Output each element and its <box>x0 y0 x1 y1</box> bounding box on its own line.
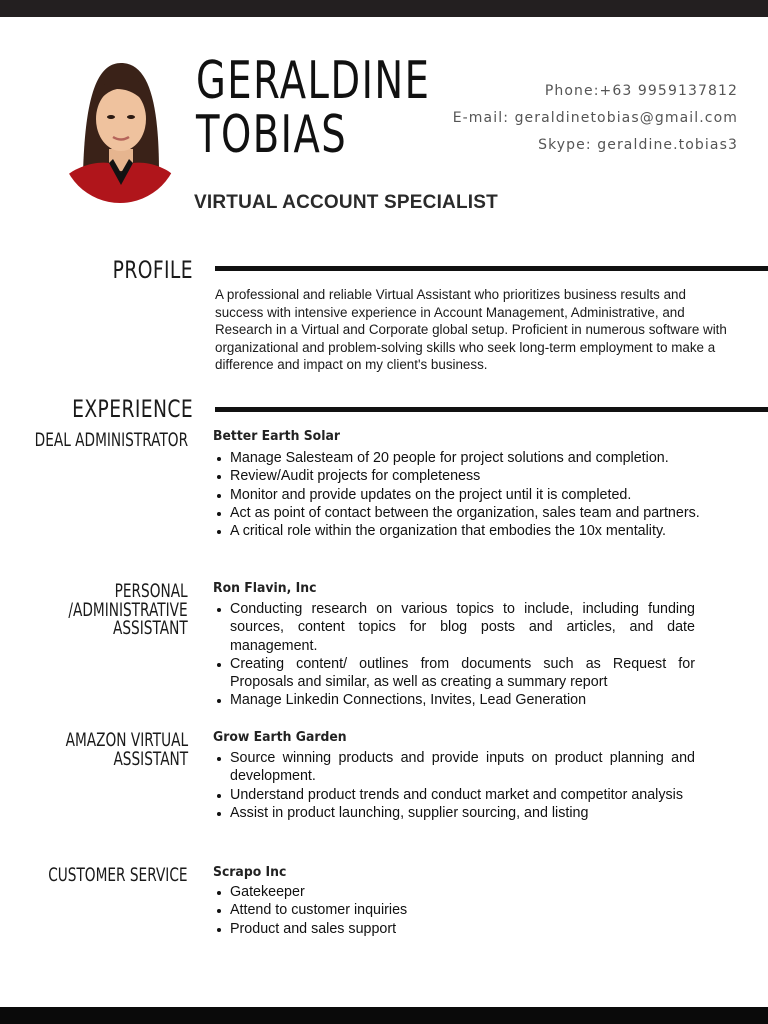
duty-item: Review/Audit projects for completeness <box>230 467 717 485</box>
job-role-line: /ADMINISTRATIVE <box>68 598 188 621</box>
email-text: E-mail: geraldinetobias@gmail.com <box>452 110 738 126</box>
profile-divider <box>215 266 768 271</box>
job-role-line: ASSISTANT <box>113 747 188 770</box>
top-bar <box>0 0 768 17</box>
job-role-line: CUSTOMER SERVICE <box>48 864 188 886</box>
job-role <box>49 866 188 885</box>
duty-item: Understand product trends and conduct market and competitor analysis <box>230 786 695 804</box>
duty-item: Assist in product launching, supplier sourcing, and listing <box>230 804 695 822</box>
profile-photo <box>61 63 179 203</box>
portrait-image <box>61 63 179 203</box>
job-title: VIRTUAL ACCOUNT SPECIALIST <box>194 192 498 213</box>
duty-item: Manage Linkedin Connections, Invites, Lead Generation <box>230 691 695 709</box>
job-role-line: DEAL ADMINISTRATOR <box>34 429 188 451</box>
experience-divider <box>215 407 768 412</box>
profile-heading: PROFILE <box>112 256 193 284</box>
duty-item: Conducting research on various topics to include, including funding sources, content topics for blog posts and articles, and date management. <box>230 601 695 654</box>
duty-item: Product and sales support <box>230 920 695 938</box>
contact-info <box>453 78 738 159</box>
company-name: Better Earth Solar <box>213 428 340 444</box>
candidate-name <box>196 51 431 165</box>
job-role-line: ASSISTANT <box>113 617 188 639</box>
duty-item: Manage Salesteam of 20 people for project solutions and completion. <box>230 449 717 467</box>
profile-summary: A professional and reliable Virtual Assistant who prioritizes business results and success with intensive experience in Account Management, Administrative, and Research in a Virtual and Corporate global setup. Proficient in numerous software with organizational and problem-solving skills who seek long-term employment to make a difference and impact on my client's business. <box>215 287 727 373</box>
phone-text: Phone:+63 9959137812 <box>544 83 738 99</box>
duty-list <box>213 749 695 822</box>
first-name: GERALDINE <box>196 51 431 111</box>
job-role <box>35 431 188 450</box>
job-role <box>65 731 188 768</box>
experience-heading: EXPERIENCE <box>72 395 193 423</box>
duty-list <box>213 600 695 710</box>
job-role-line: AMAZON VIRTUAL <box>65 729 188 751</box>
duty-item: Act as point of contact between the organization, sales team and partners. <box>230 504 717 522</box>
duty-list <box>213 883 695 938</box>
company-name: Grow Earth Garden <box>213 729 347 745</box>
bottom-bar <box>0 1007 768 1024</box>
duty-item: Monitor and provide updates on the project until it is completed. <box>230 486 717 504</box>
duty-item: A critical role within the organization that embodies the 10x mentality. <box>230 522 717 540</box>
skype-text: Skype: geraldine.tobias3 <box>538 137 738 153</box>
duty-item: Attend to customer inquiries <box>230 901 695 919</box>
last-name: TOBIAS <box>196 105 348 165</box>
company-name: Ron Flavin, Inc <box>213 580 317 596</box>
duty-item: Source winning products and provide inputs on product planning and development. <box>230 750 695 785</box>
job-role-line: PERSONAL <box>114 580 188 602</box>
company-name: Scrapo Inc <box>213 864 287 880</box>
duty-list <box>213 449 717 540</box>
duty-item: Creating content/ outlines from documents such as Request for Proposals and similar, as well as creating a summary report <box>230 655 695 691</box>
duty-item: Gatekeeper <box>230 883 695 901</box>
job-role <box>69 582 188 638</box>
